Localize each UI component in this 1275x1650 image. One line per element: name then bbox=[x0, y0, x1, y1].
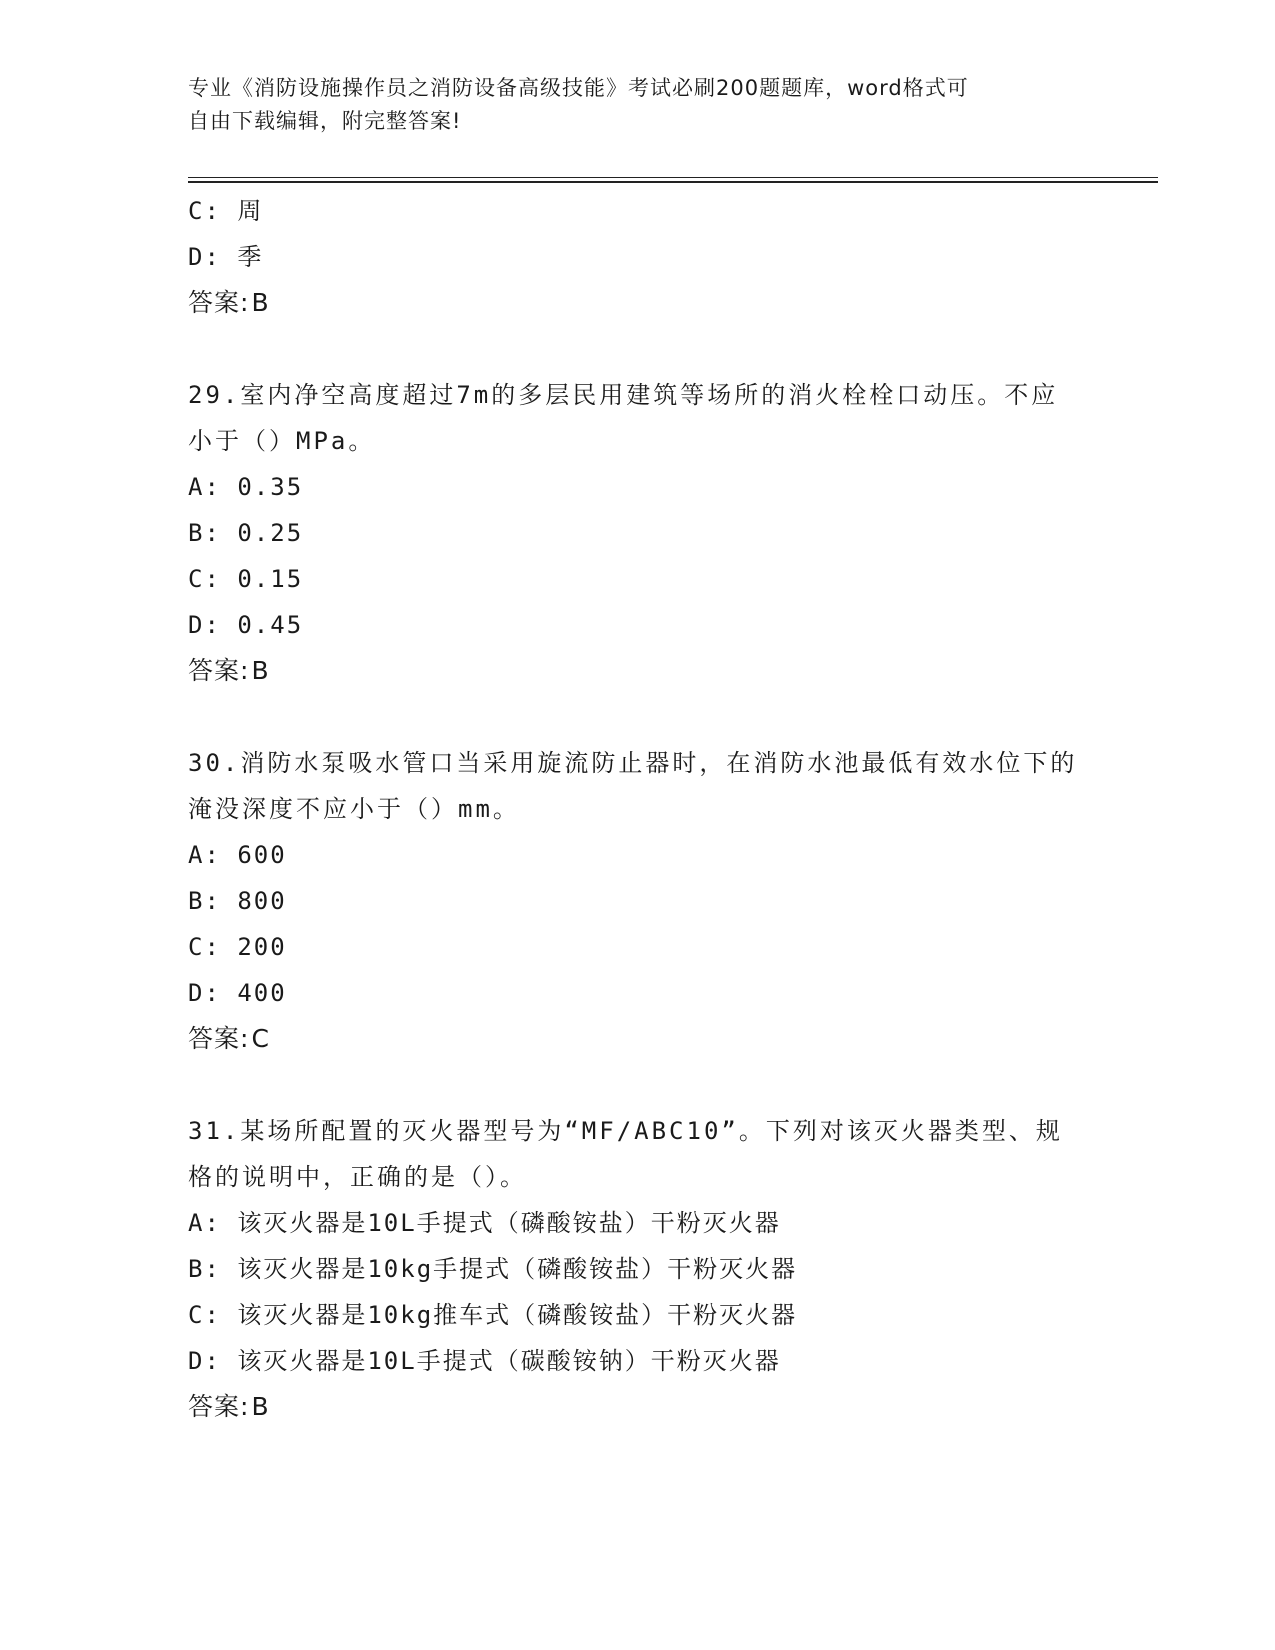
question-text: 30.消防水泵吸水管口当采用旋流防止器时，在消防水池最低有效水位下的淹没深度不应小于（）mm。 bbox=[188, 749, 1078, 823]
option-c: C: 200 bbox=[188, 933, 287, 961]
option-d: D: 0.45 bbox=[188, 611, 304, 639]
header-line-2: 自由下载编辑，附完整答案! bbox=[188, 109, 462, 133]
option-d: D: 该灭火器是10L手提式（碳酸铵钠）干粉灭火器 bbox=[188, 1347, 781, 1375]
option-d: D: 季 bbox=[188, 243, 264, 271]
answer-label: 答案: bbox=[188, 1024, 250, 1053]
option-b: B: 800 bbox=[188, 887, 287, 915]
header-divider-thin bbox=[188, 177, 1158, 178]
question-text: 31.某场所配置的灭火器型号为“MF/ABC10”。下列对该灭火器类型、规格的说明中，正确的是（）。 bbox=[188, 1117, 1063, 1191]
answer-line bbox=[188, 1016, 1088, 1062]
question-text: 29.室内净空高度超过7m的多层民用建筑等场所的消火栓栓口动压。不应小于（）MPa。 bbox=[188, 381, 1059, 455]
question-list bbox=[188, 188, 1088, 1430]
option-a: A: 该灭火器是10L手提式（磷酸铵盐）干粉灭火器 bbox=[188, 1209, 781, 1237]
option-a: A: 0.35 bbox=[188, 473, 304, 501]
header-divider-thick bbox=[188, 181, 1158, 183]
header-line-1: 专业《消防设施操作员之消防设备高级技能》考试必刷200题题库，word格式可 bbox=[188, 76, 969, 100]
answer-label: 答案: bbox=[188, 656, 250, 685]
option-b: B: 该灭火器是10kg手提式（磷酸铵盐）干粉灭火器 bbox=[188, 1255, 798, 1283]
answer-line bbox=[188, 648, 1088, 694]
option-b: B: 0.25 bbox=[188, 519, 304, 547]
option-d: D: 400 bbox=[188, 979, 287, 1007]
answer-line bbox=[188, 280, 1088, 326]
document-header bbox=[188, 72, 1068, 138]
option-c: C: 周 bbox=[188, 197, 264, 225]
answer-value: C bbox=[251, 1024, 270, 1053]
option-c: C: 0.15 bbox=[188, 565, 304, 593]
answer-value: B bbox=[251, 1392, 270, 1421]
answer-line bbox=[188, 1384, 1088, 1430]
option-a: A: 600 bbox=[188, 841, 287, 869]
prev-question-tail bbox=[188, 188, 1088, 326]
question-30 bbox=[188, 740, 1088, 1062]
answer-label: 答案: bbox=[188, 288, 250, 317]
option-c: C: 该灭火器是10kg推车式（磷酸铵盐）干粉灭火器 bbox=[188, 1301, 798, 1329]
answer-value: B bbox=[251, 656, 270, 685]
question-31 bbox=[188, 1108, 1088, 1430]
answer-value: B bbox=[251, 288, 270, 317]
question-29 bbox=[188, 372, 1088, 694]
answer-label: 答案: bbox=[188, 1392, 250, 1421]
